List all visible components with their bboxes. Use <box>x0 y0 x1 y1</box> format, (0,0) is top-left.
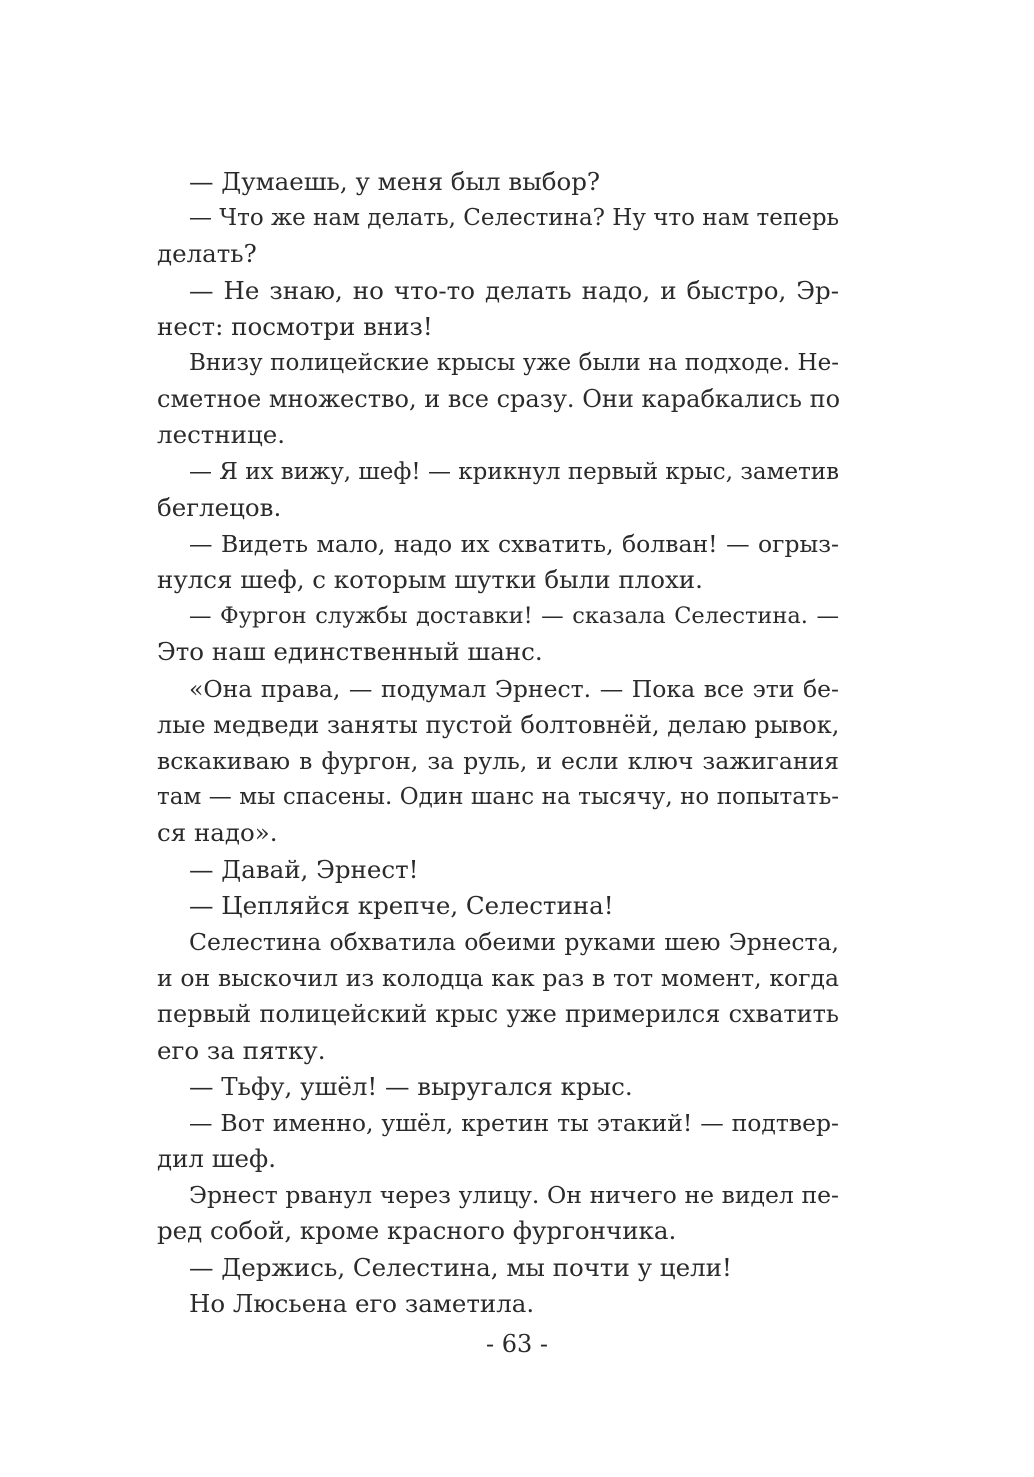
text-line: Но Люсьена его заметила. <box>189 1288 535 1318</box>
text-line: — Вот именно, ушёл, кретин ты этакий! — подтвер- <box>189 1108 839 1137</box>
text-line: Эрнест рванул через улицу. Он ничего не видел пе- <box>189 1181 839 1210</box>
text-line: вскакиваю в фургон, за руль, и если ключ зажигания <box>157 747 839 775</box>
text-line: «Она права, — подумал Эрнест. — Пока все эти бе- <box>189 674 839 703</box>
text-line: — Видеть мало, надо их схватить, болван! — огрыз- <box>189 529 839 558</box>
text-line: — Думаешь, у меня был выбор? <box>189 167 601 196</box>
text-line: беглецов. <box>157 492 282 522</box>
text-line: Селестина обхватила обеими руками шею Эрнеста, <box>189 927 839 956</box>
text-line: ся надо». <box>157 818 278 848</box>
text-line: лые медведи заняты пустой болтовнёй, делаю рывок, <box>157 710 840 739</box>
text-line: делать? <box>157 239 257 269</box>
page-number: - 63 - <box>485 1330 548 1358</box>
text-line: — Я их вижу, шеф! — крикнул первый крыс, заметив <box>189 458 840 485</box>
text-line: Внизу полицейские крысы уже были на подходе. Не- <box>189 349 839 376</box>
text-line: его за пятку. <box>157 1035 326 1065</box>
text-line: ред собой, кроме красного фургончика. <box>157 1216 677 1246</box>
text-line: — Тьфу, ушёл! — выругался крыс. <box>189 1071 633 1101</box>
text-line: Это наш единственный шанс. <box>157 637 543 667</box>
text-line: — Давай, Эрнест! <box>189 854 419 884</box>
text-line: дил шеф. <box>157 1144 277 1174</box>
text-line: — Не знаю, но что-то делать надо, и быстро, Эр- <box>189 275 839 305</box>
text-line: лестнице. <box>157 420 286 450</box>
text-line: — Что же нам делать, Селестина? Ну что нам теперь <box>189 205 840 232</box>
text-line: нест: посмотри вниз! <box>157 311 433 341</box>
text-line: — Держись, Селестина, мы почти у цели! <box>189 1252 732 1282</box>
text-line: там — мы спасены. Один шанс на тысячу, но попытать- <box>157 784 839 811</box>
text-line: — Фургон службы доставки! — сказала Селестина. — <box>189 603 839 630</box>
text-line: сметное множество, и все сразу. Они карабкались по <box>157 385 841 414</box>
text-line: — Цепляйся крепче, Селестина! <box>189 890 614 920</box>
body-text <box>157 164 839 1322</box>
text-line: первый полицейский крыс уже примерился схватить <box>157 1000 839 1029</box>
text-line: нулся шеф, с которым шутки были плохи. <box>157 565 703 595</box>
text-line: и он выскочил из колодца как раз в тот момент, когда <box>157 964 839 993</box>
